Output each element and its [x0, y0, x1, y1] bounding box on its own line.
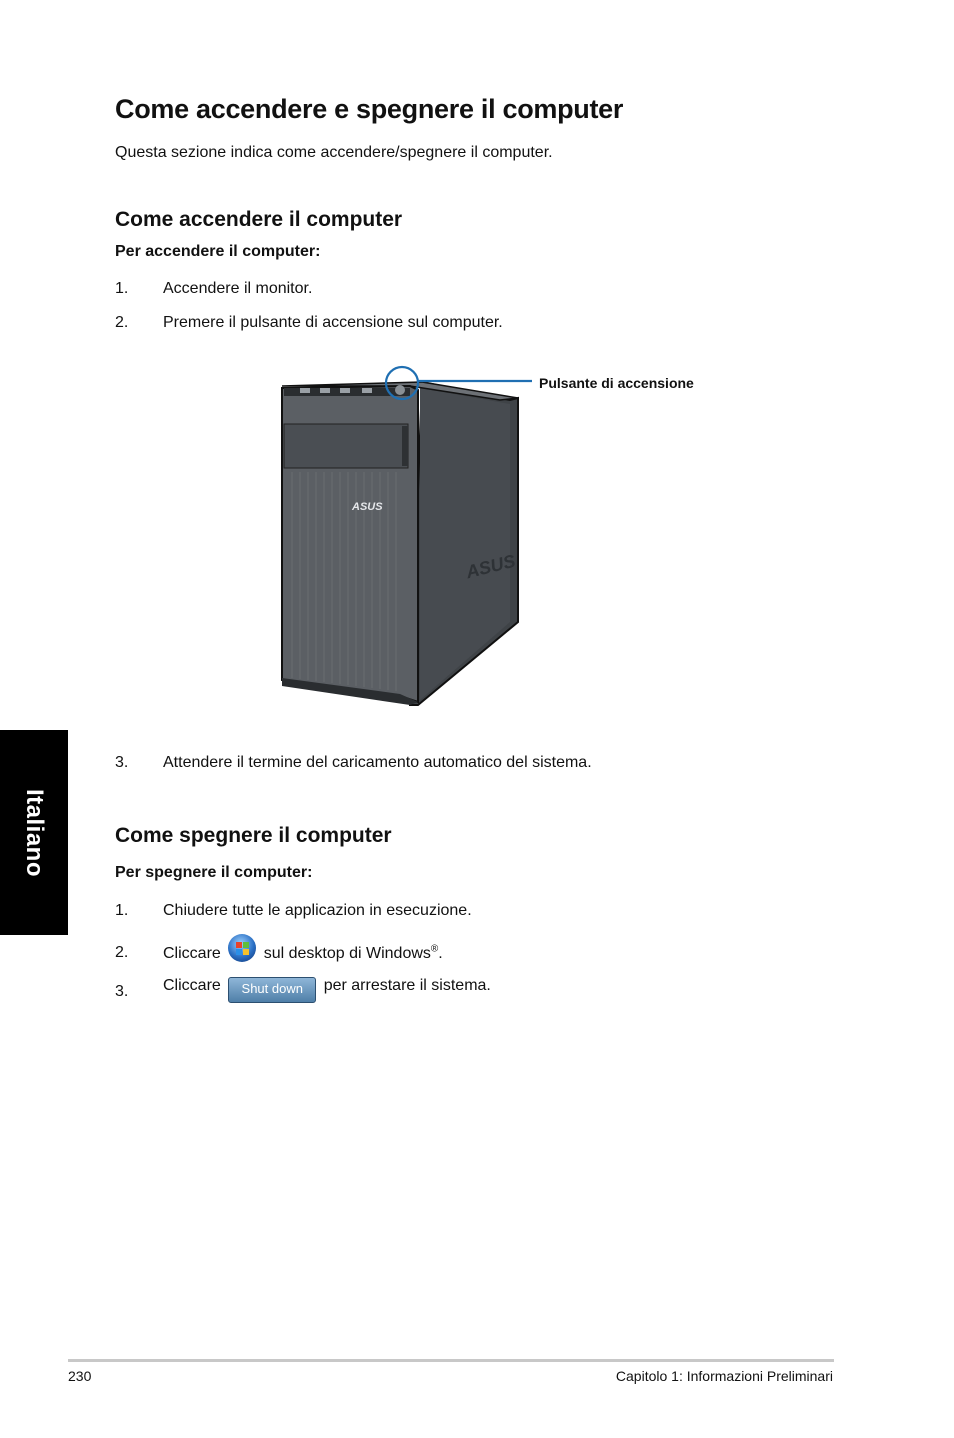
step-text-part: Cliccare — [163, 945, 221, 962]
shut-down-button-image: Shut down — [228, 977, 316, 1003]
step-text: Premere il pulsante di accensione sul computer. — [163, 314, 503, 331]
windows-start-icon — [228, 934, 256, 962]
page-number: 230 — [68, 1368, 92, 1384]
tower-side-shade — [420, 388, 510, 700]
footer-divider — [68, 1359, 834, 1362]
step-text-part: . — [438, 945, 443, 962]
page-title: Come accendere e spegnere il computer — [115, 94, 624, 124]
computer-tower-illustration — [270, 360, 720, 710]
step-number: 1. — [115, 902, 129, 919]
language-side-tab — [0, 730, 68, 935]
section-heading-power-off: Come spegnere il computer — [115, 824, 392, 847]
step-number: 1. — [115, 280, 129, 297]
step-text: Attendere il termine del caricamento automatico del sistema. — [163, 754, 592, 771]
step-text-part: per arrestare il sistema. — [323, 977, 491, 994]
callout-label-power-button: Pulsante di accensione — [539, 375, 694, 391]
intro-text: Questa sezione indica come accendere/spegnere il computer. — [115, 144, 553, 161]
step-text: Accendere il monitor. — [163, 280, 313, 297]
chapter-title: Capitolo 1: Informazioni Preliminari — [615, 1368, 833, 1384]
step-text: Chiudere tutte le applicazion in esecuzione. — [163, 902, 472, 919]
step-text — [163, 977, 491, 1003]
step-number: 2. — [115, 314, 129, 331]
front-brand-logo: ASUS — [352, 501, 383, 513]
subheading-power-off: Per spegnere il computer: — [115, 864, 313, 881]
language-tab-label: Italiano — [21, 788, 48, 877]
optical-drive-bay — [284, 424, 408, 468]
power-button-icon — [395, 385, 405, 395]
section-heading-power-on: Come accendere il computer — [115, 208, 403, 231]
subheading-power-on: Per accendere il computer: — [115, 243, 321, 260]
step-number: 2. — [115, 944, 129, 961]
side-brand-logo: ASUS — [463, 550, 518, 583]
step-number: 3. — [115, 983, 129, 1000]
step-text-part: Cliccare — [163, 977, 221, 994]
step-text — [163, 934, 443, 963]
step-text-part: sul desktop di Windows — [263, 945, 431, 962]
step-number: 3. — [115, 754, 129, 771]
registered-mark: ® — [430, 943, 439, 955]
